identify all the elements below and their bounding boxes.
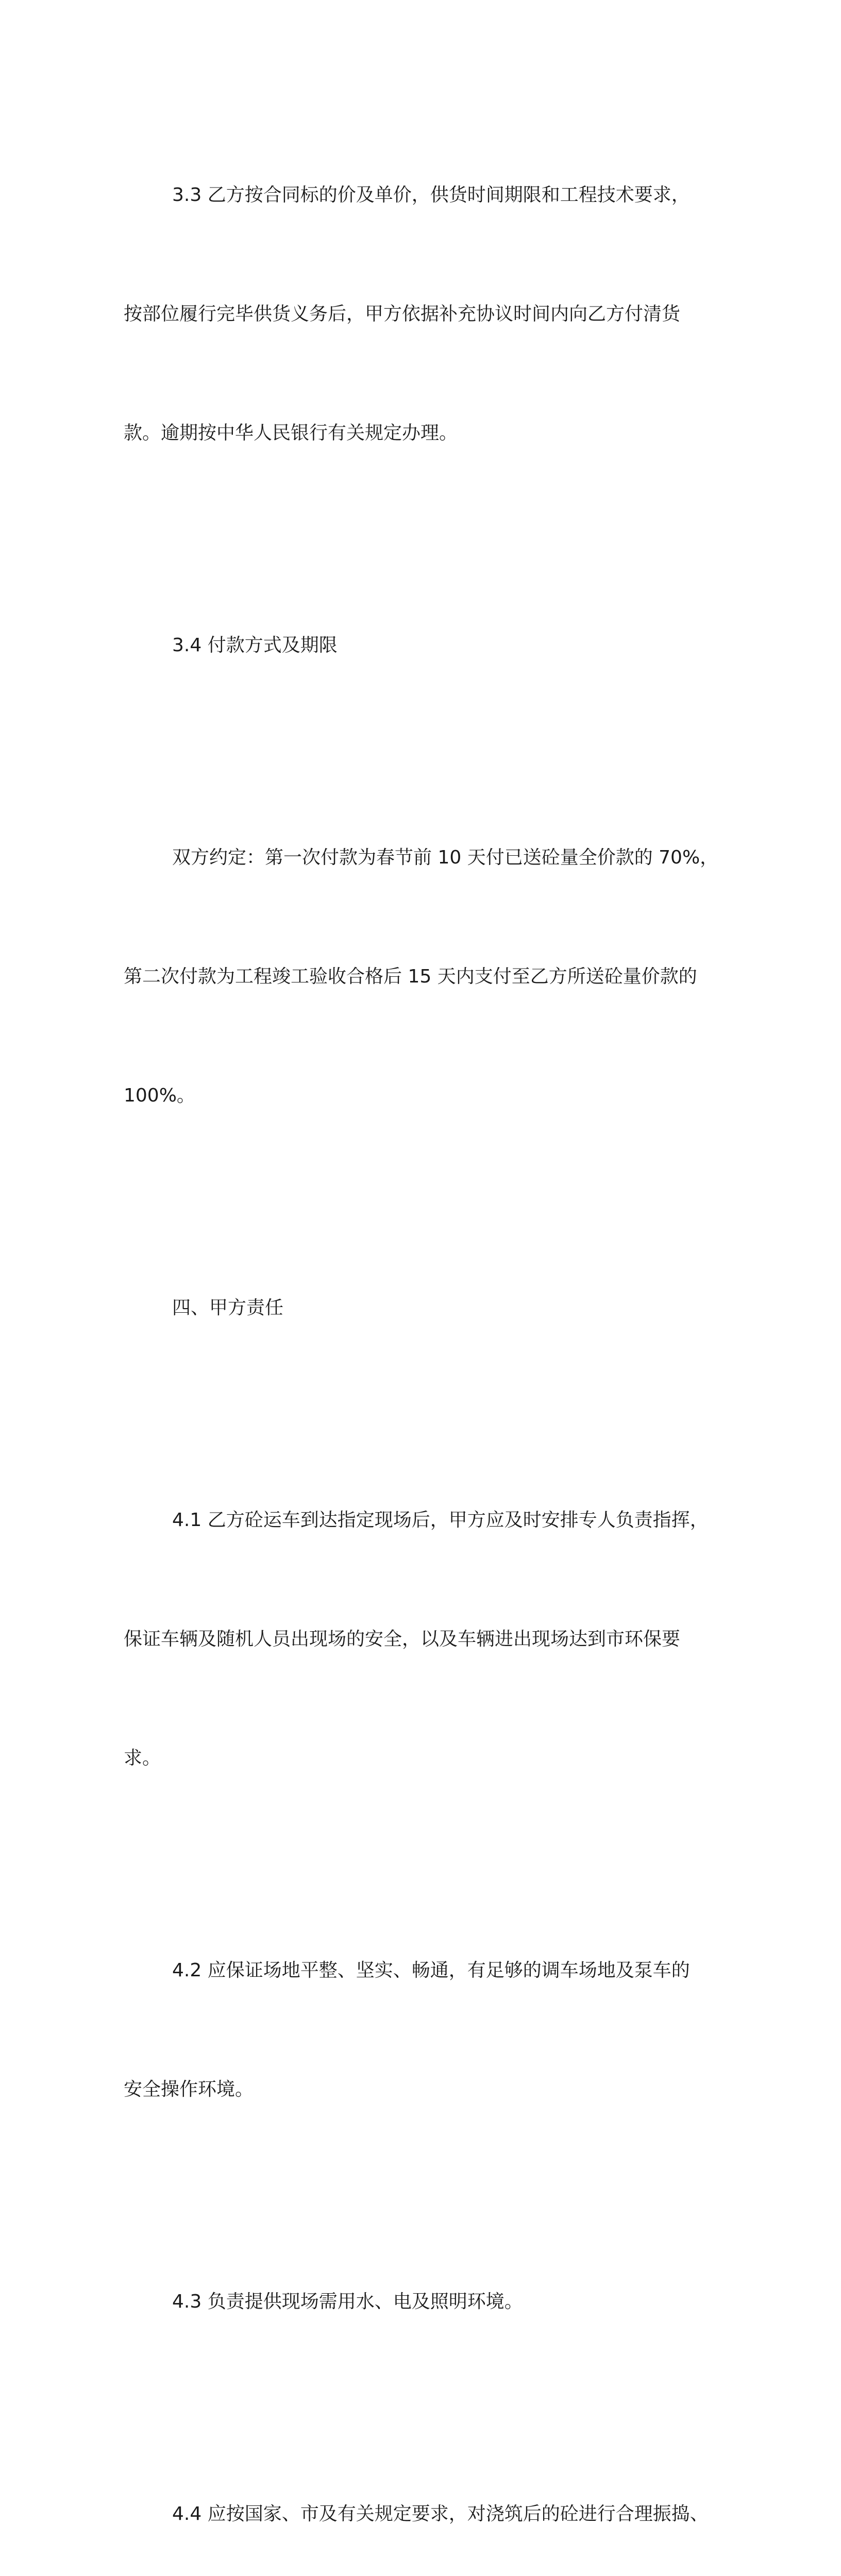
text-line: 3.3 乙方按合同标的价及单价，供货时间期限和工程技术要求， (172, 184, 690, 206)
text-line: 按部位履行完毕供货义务后，甲方依据补充协议时间内向乙方付清货 (124, 303, 681, 325)
text-line: 4.2 应保证场地平整、坚实、畅通，有足够的调车场地及泵车的 (172, 1960, 690, 1981)
text-line: 4.3 负责提供现场需用水、电及照明环境。 (172, 2291, 523, 2312)
text-line: 双方约定：第一次付款为春节前 10 天付已送砼量全价款的 70%， (172, 847, 719, 868)
paragraph-4-1 (124, 1421, 711, 1857)
paragraph-3-3 (124, 96, 711, 532)
document-body (124, 96, 719, 2576)
text-line: 安全操作环境。 (124, 2079, 254, 2100)
text-line: 3.4 付款方式及期限 (172, 635, 338, 656)
text-line: 四、甲方责任 (172, 1297, 284, 1318)
text-line: 求。 (124, 1748, 161, 1769)
text-line: 4.1 乙方砼运车到达指定现场后，甲方应及时安排专人负责指挥， (172, 1510, 709, 1531)
section-heading-party-a-duties (124, 1209, 711, 1407)
paragraph-payment-terms (124, 758, 719, 1195)
text-line: 第二次付款为工程竣工验收合格后 15 天内支付至乙方所送砼量价款的 (124, 966, 697, 987)
paragraph-4-2 (124, 1871, 711, 2189)
text-line: 100%。 (124, 1085, 195, 1106)
text-line: 保证车辆及随机人员出现场的安全，以及车辆进出现场达到市环保要 (124, 1629, 681, 1650)
text-line: 款。逾期按中华人民银行有关规定办理。 (124, 422, 458, 444)
paragraph-4-4 (124, 2415, 711, 2576)
text-line: 4.4 应按国家、市及有关规定要求，对浇筑后的砼进行合理振捣、 (172, 2503, 709, 2524)
paragraph-3-4-heading (124, 546, 711, 744)
paragraph-4-3 (124, 2202, 711, 2401)
